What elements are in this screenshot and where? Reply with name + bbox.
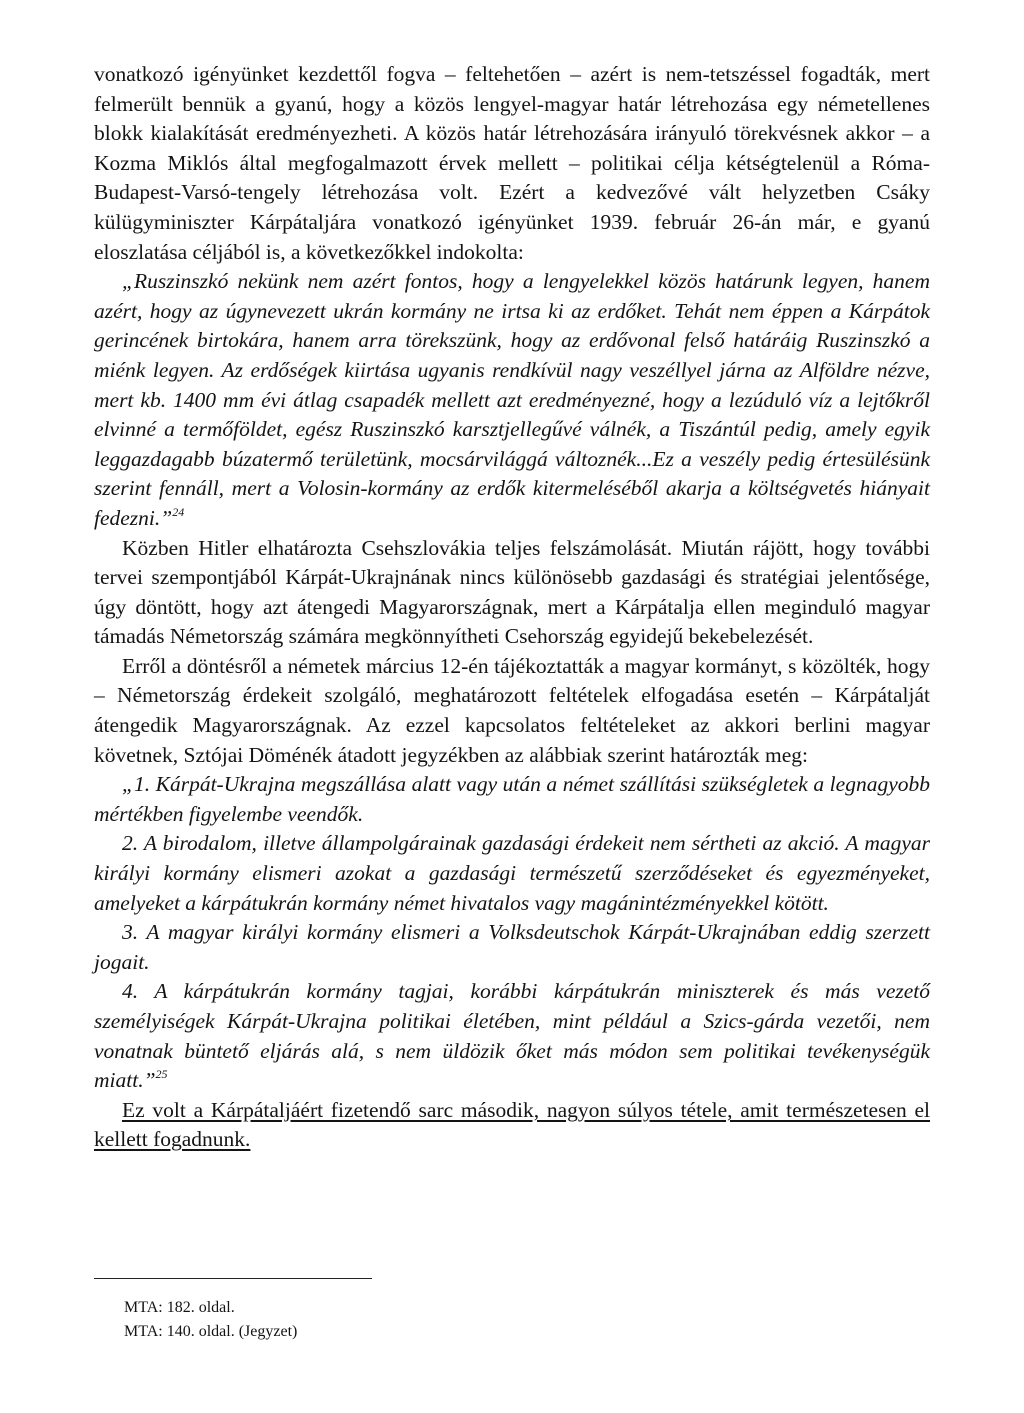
paragraph-conclusion — [94, 1096, 930, 1155]
underlined-conclusion: Ez volt a Kárpátaljáért fizetendő sarc második, nagyon súlyos tétele, amit természetesen el kellett fogadnunk. — [94, 1097, 930, 1152]
condition-item-1: „1. Kárpát-Ukrajna megszállása alatt vagy után a német szállítási szükségletek a legnagyobb mértékben figyelembe veendők. — [94, 772, 930, 826]
condition-item-2: 2. A birodalom, illetve állampolgárainak gazdasági érdekeit nem sértheti az akció. A magyar királyi kormány elismeri azokat a gazdasági természetű szerződéseket és egyezményeket, amelyeket a kárpátukrán kormány német hivatalos vagy magánintézményekkel kötött. — [94, 831, 930, 915]
footnote-25: MTA: 140. oldal. (Jegyzet) — [124, 1323, 298, 1340]
footnote-ref-24: 24 — [172, 504, 185, 519]
footnote-divider — [94, 1278, 372, 1279]
quote-csaky-text: „Ruszinszkó nekünk nem azért fontos, hogy a lengyelekkel közös határunk legyen, hanem azért, hogy az úgynevezett ukrán kormány ne irtsa ki az erdőket. Tehát nem éppen a Kárpátok gerincének birtokára, hanem arra törekszünk, hogy az erdővonal felső határáig Ruszinszkó a miénk legyen. Az erdőségek kiirtása ugyanis rendkívül nagy veszéllyel járna az Alföldre nézve, mert kb. 1400 mm évi átlag csapadék mellett azt eredményezné, hogy a lezúduló víz a lejtőkről elvinné a termőföldet, egész Ruszinszkó karsztjellegűvé válnék, a Tiszántúl pedig, amely egyik leggazdagabb búzatermő területünk, mocsárvilággá változnék...Ez a veszély pedig értesülésünk szerint fennáll, mert a Volosin-kormány az erdők kitermeléséből akarja a költségvetés hiányait fedezni.” — [94, 269, 930, 530]
paragraph-intro: vonatkozó igényünket kezdettől fogva – feltehetően – azért is nem-tetszéssel fogadták, mert felmerült bennük a gyanú, hogy a közös lengyel-magyar határ létrehozása egy németellenes blokk kialakítását eredményezheti. A közös határ létrehozására irányuló törekvésnek akkor – a Kozma Miklós által megfogalmazott érvek mellett – politikai célja kétségtelenül a Róma-Budapest-Varsó-tengely létrehozása volt. Ezért a kedvezővé vált helyzetben Csáky külügyminiszter Kárpátaljára vonatkozó igényünket 1939. február 26-án már, e gyanú eloszlatása céljából is, a következőkkel indokolta: — [94, 62, 930, 264]
condition-item-3: 3. A magyar királyi kormány elismeri a Volksdeutschok Kárpát-Ukrajnában eddig szerzett jogait. — [94, 920, 930, 974]
footnotes — [124, 1296, 297, 1344]
condition-item-4-text: 4. A kárpátukrán kormány tagjai, korábbi kárpátukrán miniszterek és más vezető személyiségek Kárpát-Ukrajna politikai életében, mint például a Szics-gárda vezetői, nem vonatnak büntető eljárás alá, s nem üldözik őket más módon sem politikai tevékenységük miatt.” — [94, 979, 930, 1093]
footnote-ref-25: 25 — [155, 1067, 168, 1082]
paragraph-decision: Erről a döntésről a németek március 12-én tájékoztatták a magyar kormányt, s közölték, hogy – Németország érdekeit szolgáló, meghatározott feltételek elfogadása esetén – Kárpátalját átengedik Magyarországnak. Az ezzel kapcsolatos feltételeket az akkori berlini magyar követnek, Sztójai Döménék átadott jegyzékben az alábbiak szerint határozták meg: — [94, 653, 930, 767]
paragraph-hitler: Közben Hitler elhatározta Csehszlovákia teljes felszámolását. Miután rájött, hogy további tervei szempontjából Kárpát-Ukrajnának nincs különösebb gazdasági és stratégiai jelentősége, úgy döntött, hogy azt átengedi Magyarországnak, mert a Kárpátalja ellen meginduló magyar támadás Németország számára megkönnyítheti Csehország egyidejű bekebelezését. — [94, 535, 930, 649]
footnote-24: MTA: 182. oldal. — [124, 1299, 235, 1316]
body-text — [94, 60, 930, 1155]
quote-csaky — [94, 267, 930, 533]
condition-item-4 — [94, 977, 930, 1095]
